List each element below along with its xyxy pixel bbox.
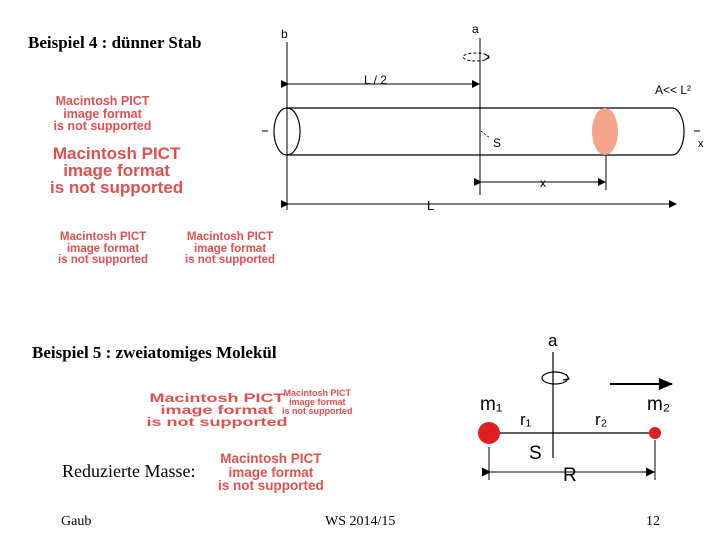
rod-diagram <box>255 15 720 215</box>
pict-placeholder-5: Macintosh PICT image format is not supported <box>146 391 288 429</box>
label-m2: m₂ <box>647 394 671 415</box>
label-length: L <box>427 198 435 213</box>
pict-placeholder-7: Macintosh PICT image format is not supported <box>218 451 324 493</box>
pict-placeholder-1: Macintosh PICT image format is not supported <box>53 94 152 133</box>
footer-semester: WS 2014/15 <box>325 514 396 529</box>
pict-placeholder-4: Macintosh PICT image format is not supported <box>185 231 276 266</box>
rod-slice <box>592 108 618 155</box>
title-example-4: Beispiel 4 : dünner Stab <box>28 33 202 52</box>
label-half-length: L / 2 <box>364 73 387 87</box>
label-x-distance: x <box>540 176 546 190</box>
label-R: R <box>563 465 577 486</box>
label-b: b <box>281 27 288 41</box>
title-example-5: Beispiel 5 : zweiatomiges Molekül <box>32 343 277 362</box>
label-m1: m₁ <box>480 394 503 415</box>
label-condition: A<< L² <box>655 83 692 97</box>
atom-m1 <box>478 422 500 444</box>
label-center-s: S <box>493 136 502 150</box>
molecule-diagram <box>460 325 710 490</box>
rod-right-end <box>672 108 684 155</box>
label-r1: r₁ <box>520 410 532 429</box>
rotation-arrow-molecule <box>542 372 568 384</box>
footer-page-number: 12 <box>646 514 660 529</box>
label-x-axis: x <box>698 138 704 150</box>
atom-m2 <box>649 427 661 439</box>
pict-placeholder-2: Macintosh PICT image format is not supported <box>50 144 184 197</box>
label-a: a <box>472 22 479 36</box>
label-r2: r₂ <box>595 410 608 429</box>
pict-placeholder-6: Macintosh PICT image format is not supported <box>282 388 353 416</box>
pict-placeholder-3: Macintosh PICT image format is not supported <box>58 231 149 266</box>
label-center-s-molecule: S <box>529 443 542 464</box>
footer-author: Gaub <box>61 514 92 529</box>
center-pointer <box>481 131 490 138</box>
label-a-molecule: a <box>548 331 558 350</box>
reduced-mass-label: Reduzierte Masse: <box>62 461 196 481</box>
